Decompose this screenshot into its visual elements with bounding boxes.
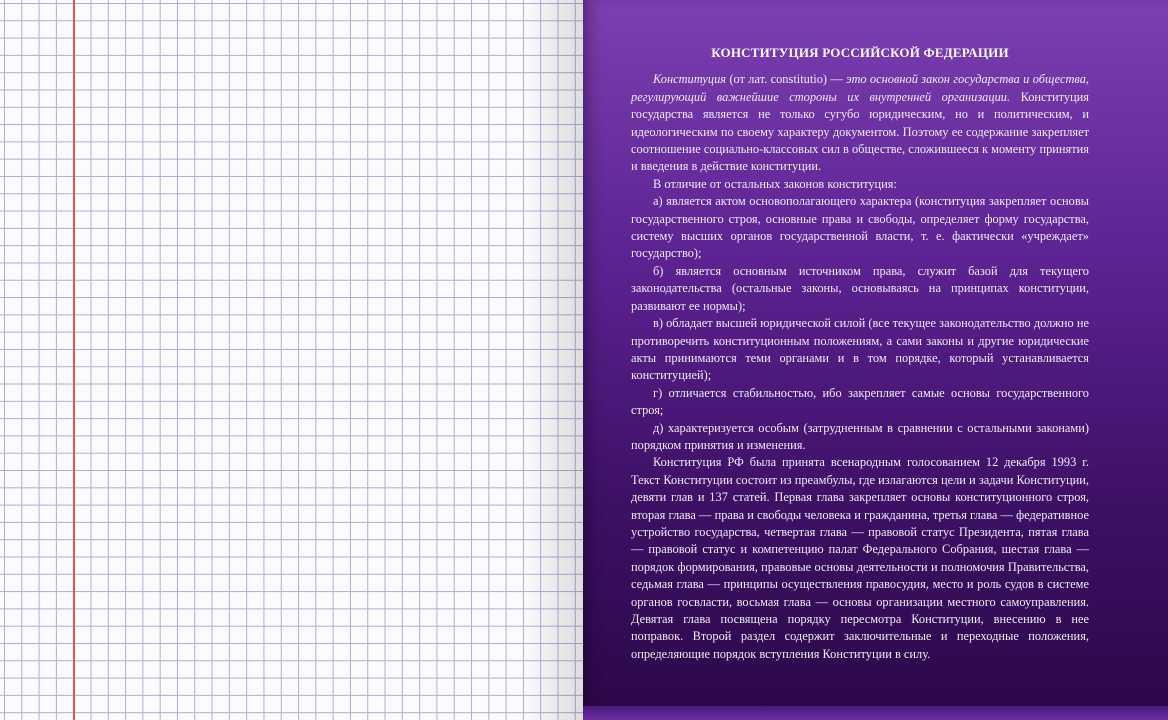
margin-line bbox=[73, 0, 75, 720]
paragraph-structure: Конституция РФ была принята всенародным голосованием 12 декабря 1993 г. Текст Конституции состоит из преамбулы, где излагаются цели и задачи Конституции, девяти глав и 137 статей. Первая глава закрепляет основы конституционного строя, вторая глава — права и свободы человека и гражданина, третья глава — федеративное устройство государства, четвертая глава — правовой статус Президента, пятая глава — правовой статус и компетенцию палат Федерального Собрания, шестая глава — порядок формирования, правовые основы деятельности и полномочия Правительства, седьмая глава — принципы осуществления правосудия, место и роль судов в системе органов госвласти, восьмая глава — основы организации местного самоуправления. Девятая глава посвящена порядку пересмотра Конституции, внесению в нее поправок. Второй раздел содержит заключительные и переходные положения, определяющие порядок вступления Конституции в силу. bbox=[631, 455, 1089, 661]
paragraph-item-b: б) является основным источником права, служит базой для текущего законодательства (остальные законы, основываясь на принципах конституции, развивают ее нормы); bbox=[631, 263, 1089, 313]
cover-bottom-edge bbox=[583, 706, 1168, 720]
paragraph-item-d: г) отличается стабильностью, ибо закрепляет самые основы государственного строя; bbox=[631, 385, 1089, 418]
paragraph-item-c: в) обладает высшей юридической силой (все текущее законодательство должно не противоречить конституционным положениям, а сами законы и другие юридические акты принимаются теми органами и в том порядке, который устанавливается конституцией); bbox=[631, 316, 1089, 383]
paragraph-lead: В отличие от остальных законов конституция: bbox=[653, 176, 897, 191]
intro-etymology: (от лат. constitutio) — bbox=[726, 72, 847, 87]
page-title: КОНСТИТУЦИЯ РОССИЙСКОЙ ФЕДЕРАЦИИ bbox=[711, 45, 1009, 60]
paragraph-item-a: а) является актом основополагающего характера (конституция закрепляет основы государственного строя, основные права и свободы, определяет форму государства, систему высших органов государственной власти, т. е. фактически «учреждает» государство); bbox=[631, 194, 1089, 261]
intro-definition: это основной закон государства и общества, регулирующий важнейшие стороны их внутренней организации. bbox=[631, 72, 1089, 104]
intro-paragraph bbox=[631, 71, 1089, 175]
page-fold-shadow bbox=[523, 0, 583, 720]
constitution-text bbox=[631, 44, 1089, 663]
intro-rest: Конституция государства является не только сугубо юридическим, но и политическим, и идеологическим по своему характеру документом. Поэтому ее содержание закрепляет соотношение социально-классовых сил в обществе, сложившееся к моменту принятия и введения в действие конституции. bbox=[631, 89, 1089, 174]
cover-inner-page bbox=[583, 0, 1168, 720]
grid-paper-page bbox=[0, 0, 583, 720]
intro-term: Конституция bbox=[653, 72, 727, 87]
paragraph-item-e: д) характеризуется особым (затрудненным в сравнении с остальными законами) порядком принятия и изменения. bbox=[631, 420, 1089, 452]
